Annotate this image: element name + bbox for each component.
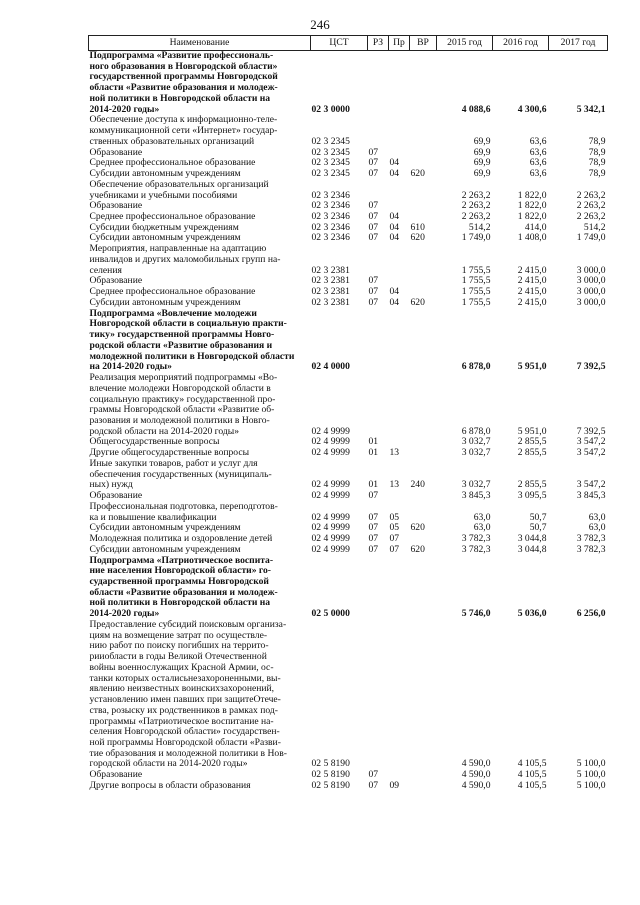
cell-name: Предоставление субсидий поисковым организа- циям на возмещение затрат по осуществле- нию работ по поиску погибших на террито- рииобласти в годы Великой Отечественной войны военнослужащих Красной Армии, ос- танки которых осталисьнезахороненными, вы- явлению неизвестных воинскихзахоронений, установлению имен павших при защитеОтече- ства, розыску их родственников в рамках под- программы «Патриотическое воспитание на- селения Новгородской области» государствен- ной программы Новгородской области «Разви- тие образования и молодежной политики в Нов- городской области на 2014-2020 годы» xyxy=(89,618,287,770)
cell-cst: 02 5 8190 xyxy=(311,758,350,770)
cell-2016: 4 105,5 xyxy=(517,779,547,791)
cell-2016: 1 822,0 xyxy=(517,211,547,223)
budget-table xyxy=(88,35,608,792)
table-row xyxy=(89,781,608,792)
cell-2016: 2 855,5 xyxy=(517,436,547,448)
cell-2017: 3 000,0 xyxy=(576,264,606,276)
cell-2015: 1 755,5 xyxy=(461,275,491,287)
cell-cst: 02 3 2381 xyxy=(311,296,350,308)
cell-cst: 02 5 8190 xyxy=(311,769,350,781)
cell-cst: 02 3 2346 xyxy=(311,232,350,244)
cell-name: Профессиональная подготовка, переподготов- ка и повышение квалификации xyxy=(89,500,278,523)
header-name: Наименование xyxy=(89,36,311,51)
header-2015: 2015 год xyxy=(437,36,493,51)
cell-2016: 63,6 xyxy=(529,146,547,158)
cell-name: Субсидии автономным учреждениям xyxy=(89,296,241,308)
cell-pr: 04 xyxy=(389,286,400,298)
cell-rz: 07 xyxy=(368,286,379,298)
cell-rz: 07 xyxy=(368,168,379,180)
cell-cst: 02 5 8190 xyxy=(311,779,350,791)
cell-rz xyxy=(368,244,389,276)
cell-2017: 78,9 xyxy=(588,146,606,158)
cell-2017: 3 000,0 xyxy=(576,275,606,287)
cell-2015: 4 590,0 xyxy=(461,769,491,781)
cell-2017: 3 547,2 xyxy=(576,436,606,448)
cell-2017: 78,9 xyxy=(588,168,606,180)
cell-cst: 02 4 9999 xyxy=(311,447,350,459)
cell-2017: 5 100,0 xyxy=(576,758,606,770)
cell-vr xyxy=(410,781,437,792)
cell-2015: 3 032,7 xyxy=(461,447,491,459)
cell-pr: 04 xyxy=(389,221,400,233)
table-row xyxy=(89,298,608,309)
cell-rz xyxy=(368,620,389,770)
cell-vr xyxy=(410,201,437,212)
cell-rz: 07 xyxy=(368,533,379,545)
cell-vr xyxy=(410,373,437,437)
cell-vr: 620 xyxy=(410,232,425,244)
cell-2015: 4 590,0 xyxy=(461,758,491,770)
cell-2017: 3 000,0 xyxy=(576,286,606,298)
cell-2016: 2 415,0 xyxy=(517,264,547,276)
cell-name: Субсидии автономным учреждениям xyxy=(89,522,241,534)
cell-cst: 02 3 2381 xyxy=(311,264,350,276)
table-row xyxy=(89,115,608,147)
cell-2015: 2 263,2 xyxy=(461,200,491,212)
cell-name: Образование xyxy=(89,490,143,502)
cell-vr xyxy=(410,556,437,620)
table-row xyxy=(89,459,608,491)
cell-2017: 5 342,1 xyxy=(576,103,606,115)
cell-2016: 5 036,0 xyxy=(517,608,547,620)
cell-cst: 02 3 2346 xyxy=(311,221,350,233)
cell-2017: 6 256,0 xyxy=(576,608,606,620)
cell-rz: 07 xyxy=(368,232,379,244)
cell-name: Молодежная политика и оздоровление детей xyxy=(89,533,273,545)
cell-vr xyxy=(410,491,437,502)
cell-cst: 02 3 2381 xyxy=(311,275,350,287)
cell-2015: 514,2 xyxy=(468,221,491,233)
cell-rz xyxy=(368,309,389,373)
cell-name: Субсидии автономным учреждениям xyxy=(89,168,241,180)
cell-2017: 63,0 xyxy=(588,522,606,534)
cell-rz: 07 xyxy=(368,522,379,534)
cell-2017: 3 782,3 xyxy=(576,533,606,545)
cell-pr: 04 xyxy=(389,296,400,308)
cell-name: Подпрограмма «Вовлечение молодежи Новгородской области в социальную практи- тику» государственной программы Новго- родской области «Развитие образования и молодежной политики в Новгородской области на 2014-2020 годы» xyxy=(89,307,295,373)
cell-pr: 13 xyxy=(389,447,400,459)
cell-vr xyxy=(410,437,437,448)
cell-cst: 02 3 2381 xyxy=(311,286,350,298)
cell-2016: 63,6 xyxy=(529,157,547,169)
cell-name: Образование xyxy=(89,200,143,212)
cell-pr: 04 xyxy=(389,168,400,180)
cell-vr xyxy=(410,770,437,781)
header-2016: 2016 год xyxy=(493,36,549,51)
cell-pr xyxy=(389,373,410,437)
cell-2017: 78,9 xyxy=(588,135,606,147)
cell-name: Иные закупки товаров, работ и услуг для обеспечения государственных (муниципаль- ных) нужд xyxy=(89,457,272,491)
cell-pr xyxy=(389,244,410,276)
cell-2015: 3 032,7 xyxy=(461,479,491,491)
cell-2016: 63,6 xyxy=(529,135,547,147)
cell-2015: 1 749,0 xyxy=(461,232,491,244)
cell-cst: 02 4 9999 xyxy=(311,479,350,491)
cell-2016: 414,0 xyxy=(524,221,547,233)
cell-2016: 4 105,5 xyxy=(517,769,547,781)
cell-2016: 5 951,0 xyxy=(517,361,547,373)
cell-2017: 3 845,3 xyxy=(576,490,606,502)
cell-pr: 13 xyxy=(389,479,400,491)
table-row xyxy=(89,502,608,523)
cell-rz xyxy=(368,180,389,201)
cell-name: Среднее профессиональное образование xyxy=(89,286,256,298)
header-rz: РЗ xyxy=(368,36,389,51)
header-pr: Пр xyxy=(389,36,410,51)
cell-rz: 07 xyxy=(368,200,379,212)
cell-name: Образование xyxy=(89,275,143,287)
cell-name: Реализация мероприятий подпрограммы «Во- влечение молодежи Новгородской области в социальную практику» государственной про- граммы Новгородской области «Развитие об- разования и молодежной политики в Новго- родской области на 2014-2020 годы» xyxy=(89,372,278,437)
cell-vr xyxy=(410,502,437,523)
cell-cst: 02 3 2346 xyxy=(311,211,350,223)
cell-vr: 610 xyxy=(410,221,425,233)
cell-cst: 02 4 9999 xyxy=(311,490,350,502)
table-row xyxy=(89,556,608,620)
cell-cst: 02 4 9999 xyxy=(311,436,350,448)
cell-2016: 63,6 xyxy=(529,168,547,180)
cell-vr xyxy=(410,180,437,201)
cell-2015: 3 845,3 xyxy=(461,490,491,502)
cell-2015: 1 755,5 xyxy=(461,286,491,298)
cell-2016: 3 095,5 xyxy=(517,490,547,502)
cell-2015: 5 746,0 xyxy=(461,608,491,620)
cell-2016: 3 044,8 xyxy=(517,543,547,555)
cell-rz: 07 xyxy=(368,221,379,233)
cell-cst: 02 3 2345 xyxy=(311,146,350,158)
cell-cst: 02 3 2345 xyxy=(311,135,350,147)
cell-name: Мероприятия, направленные на адаптацию инвалидов и других маломобильных групп на- селения xyxy=(89,243,281,276)
cell-2016: 2 855,5 xyxy=(517,447,547,459)
cell-2015: 6 878,0 xyxy=(461,425,491,437)
cell-rz xyxy=(368,115,389,147)
cell-2016: 50,7 xyxy=(529,511,547,523)
cell-2015: 4 590,0 xyxy=(461,779,491,791)
cell-vr: 620 xyxy=(410,168,425,180)
cell-vr xyxy=(410,51,437,116)
cell-cst: 02 4 9999 xyxy=(311,533,350,545)
cell-vr xyxy=(410,620,437,770)
cell-cst: 02 4 0000 xyxy=(311,361,350,373)
cell-2017: 3 782,3 xyxy=(576,543,606,555)
cell-name: Другие вопросы в области образования xyxy=(89,779,251,791)
cell-2016: 1 408,0 xyxy=(517,232,547,244)
cell-2016: 2 415,0 xyxy=(517,296,547,308)
cell-cst: 02 3 2346 xyxy=(311,200,350,212)
cell-2015: 69,9 xyxy=(473,168,491,180)
cell-2016: 2 415,0 xyxy=(517,286,547,298)
cell-pr: 07 xyxy=(389,543,400,555)
cell-rz: 07 xyxy=(368,490,379,502)
cell-name: Образование xyxy=(89,146,143,158)
cell-name: Другие общегосударственные вопросы xyxy=(89,447,250,459)
cell-name: Образование xyxy=(89,769,143,781)
cell-vr xyxy=(410,244,437,276)
cell-vr: 240 xyxy=(410,479,425,491)
cell-cst: 02 4 9999 xyxy=(311,425,350,437)
cell-pr: 05 xyxy=(389,522,400,534)
cell-name: Обеспечение образовательных организаций учебниками и учебными пособиями xyxy=(89,178,269,201)
cell-2015: 4 088,6 xyxy=(461,103,491,115)
cell-name: Подпрограмма «Патриотическое воспита- ние населения Новгородской области» го- сударственной программы Новгородской области «Развитие образования и молодеж- ной политики в Новгородской области на 2014-2020 годы» xyxy=(89,554,278,620)
header-2017: 2017 год xyxy=(549,36,608,51)
cell-2017: 78,9 xyxy=(588,157,606,169)
cell-vr xyxy=(410,276,437,287)
table-row xyxy=(89,51,608,116)
cell-2016: 3 044,8 xyxy=(517,533,547,545)
cell-cst: 02 4 9999 xyxy=(311,511,350,523)
cell-rz: 07 xyxy=(368,157,379,169)
cell-name: Субсидии автономным учреждениям xyxy=(89,232,241,244)
cell-2016: 4 105,5 xyxy=(517,758,547,770)
cell-2017: 3 547,2 xyxy=(576,447,606,459)
cell-2015: 63,0 xyxy=(473,511,491,523)
table-header-row xyxy=(89,36,608,51)
cell-2017: 1 749,0 xyxy=(576,232,606,244)
cell-pr: 04 xyxy=(389,232,400,244)
cell-pr: 09 xyxy=(389,779,400,791)
cell-pr xyxy=(389,180,410,201)
cell-2016: 1 822,0 xyxy=(517,189,547,201)
cell-name: Обеспечение доступа к информационно-теле- коммуникационной сети «Интернет» государ- ственных образовательных организаций xyxy=(89,114,278,147)
cell-2016: 2 415,0 xyxy=(517,275,547,287)
table-row xyxy=(89,373,608,437)
cell-cst: 02 3 2346 xyxy=(311,189,350,201)
cell-2016: 1 822,0 xyxy=(517,200,547,212)
cell-pr: 04 xyxy=(389,157,400,169)
cell-2016: 5 951,0 xyxy=(517,425,547,437)
cell-2016: 50,7 xyxy=(529,522,547,534)
cell-vr: 620 xyxy=(410,522,425,534)
cell-pr xyxy=(389,491,410,502)
cell-rz xyxy=(368,556,389,620)
cell-cst: 02 4 9999 xyxy=(311,543,350,555)
cell-pr xyxy=(389,115,410,147)
cell-2015: 69,9 xyxy=(473,157,491,169)
cell-rz xyxy=(368,373,389,437)
cell-rz xyxy=(368,51,389,116)
cell-cst: 02 3 0000 xyxy=(311,103,350,115)
cell-pr xyxy=(389,51,410,116)
cell-vr: 620 xyxy=(410,296,425,308)
cell-pr xyxy=(389,620,410,770)
cell-2015: 3 032,7 xyxy=(461,436,491,448)
table-row xyxy=(89,244,608,276)
cell-2016: 2 855,5 xyxy=(517,479,547,491)
cell-rz: 01 xyxy=(368,479,379,491)
cell-2017: 514,2 xyxy=(583,221,606,233)
cell-rz: 07 xyxy=(368,211,379,223)
header-cst: ЦСТ xyxy=(311,36,368,51)
cell-2017: 2 263,2 xyxy=(576,189,606,201)
cell-2015: 1 755,5 xyxy=(461,264,491,276)
cell-cst: 02 5 0000 xyxy=(311,608,350,620)
cell-vr xyxy=(410,148,437,159)
cell-2017: 3 547,2 xyxy=(576,479,606,491)
cell-rz: 07 xyxy=(368,769,379,781)
cell-2015: 1 755,5 xyxy=(461,296,491,308)
cell-pr: 04 xyxy=(389,211,400,223)
cell-pr: 05 xyxy=(389,511,400,523)
cell-2015: 69,9 xyxy=(473,135,491,147)
cell-2017: 3 000,0 xyxy=(576,296,606,308)
cell-pr xyxy=(389,556,410,620)
cell-2015: 63,0 xyxy=(473,522,491,534)
cell-rz: 07 xyxy=(368,296,379,308)
cell-2015: 3 782,3 xyxy=(461,543,491,555)
cell-cst: 02 3 2345 xyxy=(311,157,350,169)
page-number: 246 xyxy=(310,17,330,32)
cell-2017: 63,0 xyxy=(588,511,606,523)
cell-cst: 02 4 9999 xyxy=(311,522,350,534)
cell-name: Подпрограмма «Развитие профессиональ- ного образования в Новгородской области» государственной программы Новгородской области «Развитие образования и молодеж- ной политики в Новгородской области на 2014-2020 годы» xyxy=(89,50,278,115)
cell-rz: 01 xyxy=(368,447,379,459)
cell-rz: 07 xyxy=(368,275,379,287)
cell-vr xyxy=(410,115,437,147)
table-body xyxy=(89,51,608,792)
cell-2017: 7 392,5 xyxy=(576,361,606,373)
cell-2017: 7 392,5 xyxy=(576,425,606,437)
cell-name: Среднее профессиональное образование xyxy=(89,211,256,223)
cell-2017: 5 100,0 xyxy=(576,769,606,781)
table-row xyxy=(89,545,608,556)
cell-2015: 6 878,0 xyxy=(461,361,491,373)
cell-name: Среднее профессиональное образование xyxy=(89,157,256,169)
header-vr: ВР xyxy=(410,36,437,51)
table-row xyxy=(89,309,608,373)
cell-2017: 2 263,2 xyxy=(576,211,606,223)
cell-2017: 2 263,2 xyxy=(576,200,606,212)
cell-2017: 5 100,0 xyxy=(576,779,606,791)
table-row xyxy=(89,180,608,201)
cell-name: Общегосударственные вопросы xyxy=(89,436,220,448)
cell-cst: 02 3 2345 xyxy=(311,168,350,180)
cell-2016: 4 300,6 xyxy=(517,103,547,115)
cell-rz: 01 xyxy=(368,436,379,448)
cell-rz: 07 xyxy=(368,146,379,158)
cell-pr: 07 xyxy=(389,533,400,545)
cell-vr xyxy=(410,448,437,459)
cell-name: Субсидии автономным учреждениям xyxy=(89,543,241,555)
cell-rz: 07 xyxy=(368,511,379,523)
cell-vr: 620 xyxy=(410,543,425,555)
cell-name: Субсидии бюджетным учреждениям xyxy=(89,221,239,233)
cell-vr xyxy=(410,309,437,373)
cell-rz: 07 xyxy=(368,779,379,791)
cell-2015: 2 263,2 xyxy=(461,189,491,201)
cell-2015: 3 782,3 xyxy=(461,533,491,545)
cell-2015: 2 263,2 xyxy=(461,211,491,223)
cell-rz: 07 xyxy=(368,543,379,555)
cell-pr xyxy=(389,309,410,373)
table-row xyxy=(89,620,608,770)
cell-2015: 69,9 xyxy=(473,146,491,158)
